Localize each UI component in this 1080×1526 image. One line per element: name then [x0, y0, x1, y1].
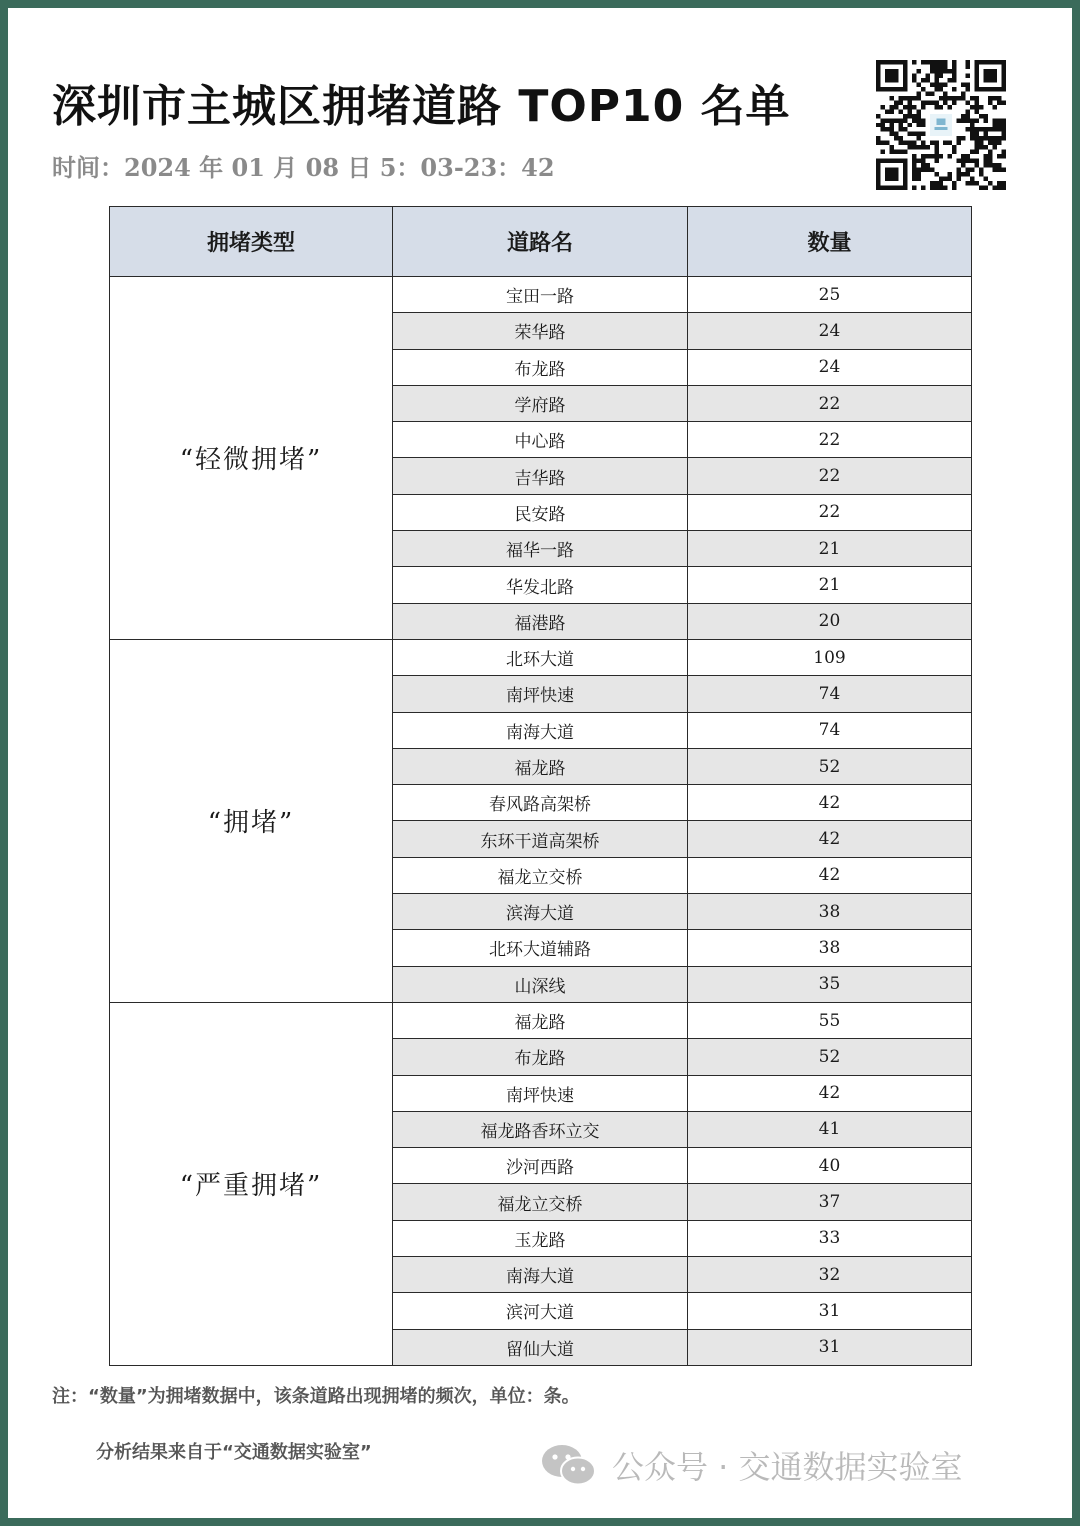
count-cell: 21	[688, 531, 972, 567]
count-cell: 33	[688, 1220, 972, 1256]
road-name-cell: 福华一路	[393, 531, 688, 567]
count-cell: 42	[688, 857, 972, 893]
count-cell: 74	[688, 676, 972, 712]
road-name-cell: 福龙立交桥	[393, 857, 688, 893]
header-road: 道路名	[393, 207, 688, 277]
congestion-type-cell: “拥堵”	[110, 639, 393, 1002]
count-cell: 38	[688, 894, 972, 930]
congestion-table	[109, 206, 972, 1366]
count-cell: 22	[688, 385, 972, 421]
count-cell: 109	[688, 639, 972, 675]
road-name-cell: 山深线	[393, 966, 688, 1002]
count-cell: 22	[688, 494, 972, 530]
road-name-cell: 滨河大道	[393, 1293, 688, 1329]
road-name-cell: 春风路高架桥	[393, 785, 688, 821]
count-cell: 41	[688, 1111, 972, 1147]
table-row	[110, 277, 972, 313]
count-cell: 22	[688, 422, 972, 458]
header-type: 拥堵类型	[110, 207, 393, 277]
road-name-cell: 留仙大道	[393, 1329, 688, 1365]
road-name-cell: 沙河西路	[393, 1148, 688, 1184]
road-name-cell: 北环大道辅路	[393, 930, 688, 966]
road-name-cell: 福港路	[393, 603, 688, 639]
watermark-text: 公众号 · 交通数据实验室	[612, 1448, 963, 1486]
congestion-type-cell: “轻微拥堵”	[110, 277, 393, 640]
count-cell: 42	[688, 1075, 972, 1111]
wechat-icon	[540, 1443, 598, 1487]
road-name-cell: 宝田一路	[393, 277, 688, 313]
road-name-cell: 福龙路	[393, 748, 688, 784]
count-cell: 52	[688, 748, 972, 784]
count-cell: 32	[688, 1257, 972, 1293]
count-cell: 35	[688, 966, 972, 1002]
header-count: 数量	[688, 207, 972, 277]
road-name-cell: 学府路	[393, 385, 688, 421]
count-cell: 74	[688, 712, 972, 748]
road-name-cell: 南海大道	[393, 1257, 688, 1293]
count-cell: 24	[688, 349, 972, 385]
page-title: 深圳市主城区拥堵道路 TOP10 名单	[52, 81, 791, 132]
count-cell: 31	[688, 1293, 972, 1329]
table-header-row	[110, 207, 972, 277]
road-name-cell: 东环干道高架桥	[393, 821, 688, 857]
road-name-cell: 南海大道	[393, 712, 688, 748]
count-cell: 24	[688, 313, 972, 349]
timestamp: 时间：2024 年 01 月 08 日 5：03-23：42	[52, 153, 555, 182]
report-sheet	[8, 8, 1072, 1518]
count-cell: 40	[688, 1148, 972, 1184]
count-cell: 52	[688, 1039, 972, 1075]
qr-code-icon	[876, 60, 1006, 190]
road-name-cell: 布龙路	[393, 1039, 688, 1075]
road-name-cell: 滨海大道	[393, 894, 688, 930]
road-name-cell: 北环大道	[393, 639, 688, 675]
road-name-cell: 福龙路香环立交	[393, 1111, 688, 1147]
table-row	[110, 639, 972, 675]
count-cell: 25	[688, 277, 972, 313]
footnote: 注：“数量”为拥堵数据中，该条道路出现拥堵的频次，单位：条。	[52, 1386, 580, 1407]
road-name-cell: 玉龙路	[393, 1220, 688, 1256]
table-row	[110, 1002, 972, 1038]
road-name-cell: 吉华路	[393, 458, 688, 494]
road-name-cell: 福龙路	[393, 1002, 688, 1038]
road-name-cell: 南坪快速	[393, 1075, 688, 1111]
road-name-cell: 华发北路	[393, 567, 688, 603]
source-credit: 分析结果来自于“交通数据实验室”	[96, 1442, 372, 1463]
count-cell: 55	[688, 1002, 972, 1038]
road-name-cell: 布龙路	[393, 349, 688, 385]
count-cell: 38	[688, 930, 972, 966]
road-name-cell: 南坪快速	[393, 676, 688, 712]
count-cell: 22	[688, 458, 972, 494]
count-cell: 42	[688, 785, 972, 821]
count-cell: 20	[688, 603, 972, 639]
road-name-cell: 福龙立交桥	[393, 1184, 688, 1220]
count-cell: 31	[688, 1329, 972, 1365]
watermark	[540, 1442, 963, 1488]
road-name-cell: 民安路	[393, 494, 688, 530]
road-name-cell: 荣华路	[393, 313, 688, 349]
road-name-cell: 中心路	[393, 422, 688, 458]
count-cell: 42	[688, 821, 972, 857]
congestion-type-cell: “严重拥堵”	[110, 1002, 393, 1365]
count-cell: 21	[688, 567, 972, 603]
count-cell: 37	[688, 1184, 972, 1220]
